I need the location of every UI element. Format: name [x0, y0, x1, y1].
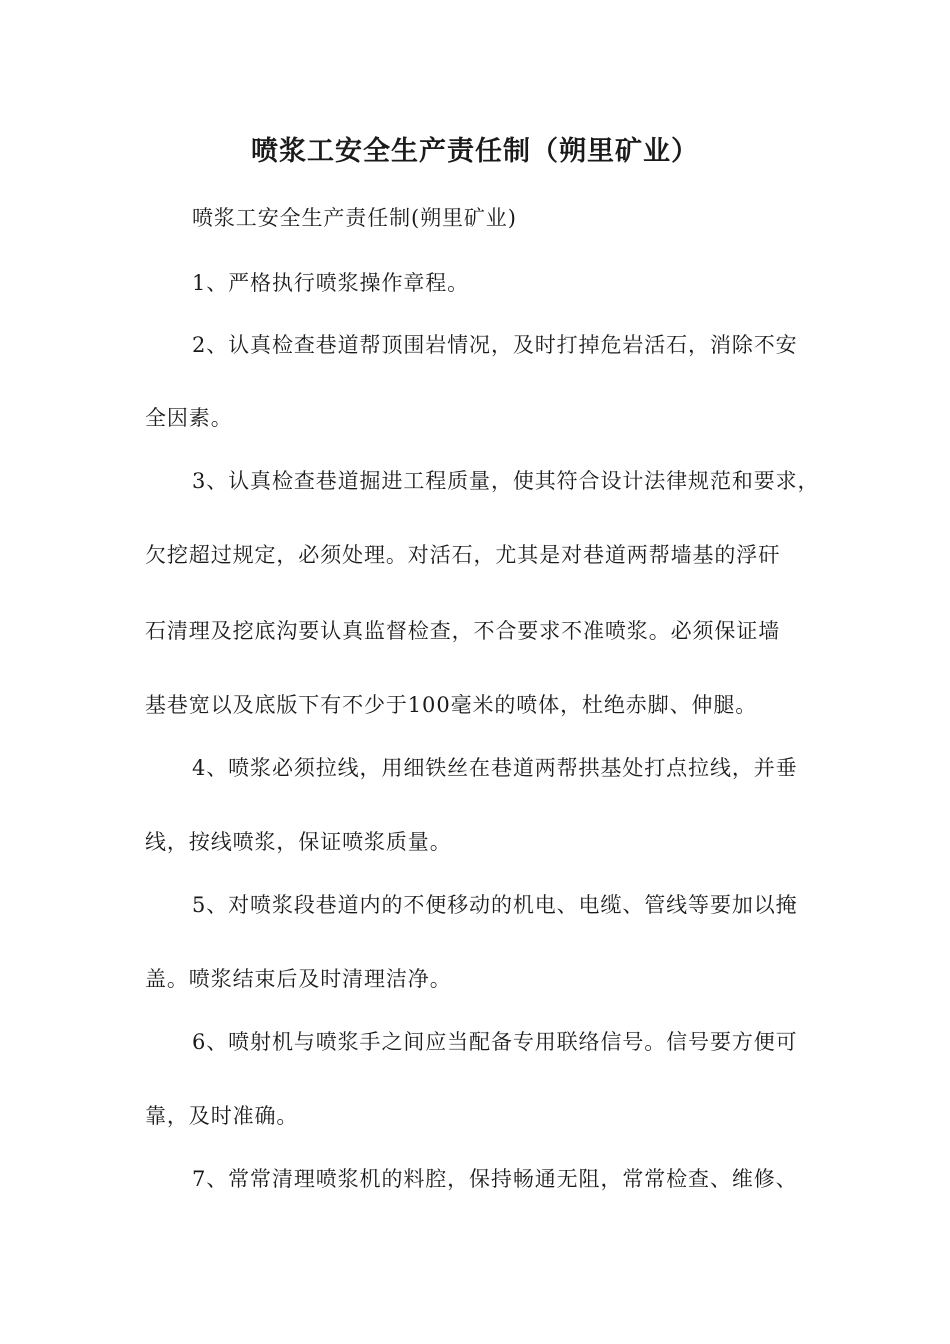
paragraph-line: 石清理及挖底沟要认真监督检查，不合要求不准喷浆。必须保证墙	[145, 619, 781, 643]
paragraph-line: 5、对喷浆段巷道内的不便移动的机电、电缆、管线等要加以掩	[192, 893, 798, 917]
paragraph-line: 7、常常清理喷浆机的料腔，保持畅通无阻，常常检查、维修、	[192, 1167, 798, 1191]
paragraph-line: 靠，及时准确。	[145, 1104, 299, 1128]
paragraph-line: 线，按线喷浆，保证喷浆质量。	[145, 830, 452, 854]
paragraph-line: 盖。喷浆结束后及时清理洁净。	[145, 967, 452, 991]
paragraph-line: 欠挖超过规定，必须处理。对活石，尤其是对巷道两帮墙基的浮矸	[145, 543, 781, 567]
paragraph-line: 1、严格执行喷浆操作章程。	[192, 271, 470, 295]
paragraph-line: 6、喷射机与喷浆手之间应当配备专用联络信号。信号要方便可	[192, 1030, 798, 1054]
document-title: 喷浆工安全生产责任制（朔里矿业）	[251, 136, 699, 167]
paragraph-line: 4、喷浆必须拉线，用细铁丝在巷道两帮拱基处打点拉线，并垂	[192, 756, 798, 780]
paragraph-line: 3、认真检查巷道掘进工程质量，使其符合设计法律规范和要求，	[192, 469, 820, 493]
subtitle-line: 喷浆工安全生产责任制(朔里矿业)	[192, 206, 517, 230]
paragraph-line: 全因素。	[145, 406, 233, 430]
paragraph-line: 基巷宽以及底版下有不少于100毫米的喷体，杜绝赤脚、伸腿。	[145, 693, 758, 717]
paragraph-line: 2、认真检查巷道帮顶围岩情况，及时打掉危岩活石，消除不安	[192, 333, 798, 357]
